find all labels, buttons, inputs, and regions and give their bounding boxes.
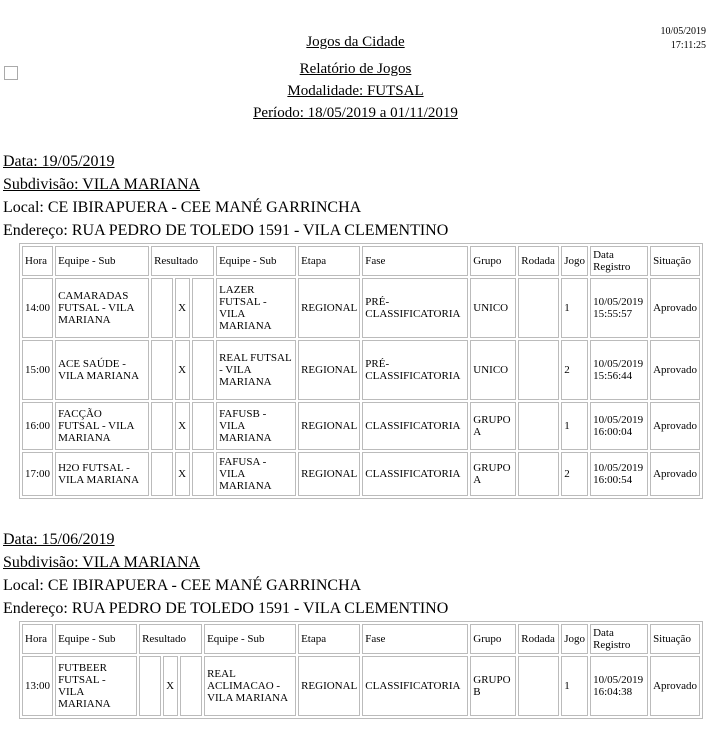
cell-equipe1: FACÇÃO FUTSAL - VILA MARIANA xyxy=(55,402,149,450)
col-grupo: Grupo xyxy=(470,246,516,276)
cell-jogo: 2 xyxy=(561,340,588,400)
col-situacao: Situação xyxy=(650,246,700,276)
cell-registro: 10/05/2019 15:55:57 xyxy=(590,278,648,338)
table-header-row xyxy=(22,624,700,654)
cell-score1 xyxy=(151,340,173,400)
col-resultado: Resultado xyxy=(139,624,202,654)
cell-grupo: UNICO xyxy=(470,340,516,400)
cell-etapa: REGIONAL xyxy=(298,340,360,400)
cell-equipe2: LAZER FUTSAL - VILA MARIANA xyxy=(216,278,296,338)
col-fase: Fase xyxy=(362,246,468,276)
cell-hora: 17:00 xyxy=(22,452,53,496)
cell-rodada xyxy=(518,340,559,400)
cell-registro: 10/05/2019 15:56:44 xyxy=(590,340,648,400)
col-registro: Data Registro xyxy=(590,624,648,654)
cell-grupo: GRUPO B xyxy=(470,656,516,716)
col-situacao: Situação xyxy=(650,624,700,654)
cell-score1 xyxy=(151,278,173,338)
report-subtitle: Relatório de Jogos xyxy=(299,61,412,77)
table-row xyxy=(22,340,700,400)
cell-score2 xyxy=(192,402,214,450)
cell-hora: 16:00 xyxy=(22,402,53,450)
cell-situacao: Aprovado xyxy=(650,452,700,496)
cell-fase: CLASSIFICATORIA xyxy=(362,452,468,496)
cell-etapa: REGIONAL xyxy=(298,452,360,496)
cell-equipe2: FAFUSA - VILA MARIANA xyxy=(216,452,296,496)
col-rodada: Rodada xyxy=(518,246,559,276)
cell-equipe2: FAFUSB - VILA MARIANA xyxy=(216,402,296,450)
cell-x: X xyxy=(175,340,190,400)
section-local: Local: CE IBIRAPUERA - CEE MANÉ GARRINCHA xyxy=(3,199,362,216)
section-address: Endereço: RUA PEDRO DE TOLEDO 1591 - VILA CLEMENTINO xyxy=(3,600,449,617)
report-title: Jogos da Cidade xyxy=(306,34,405,50)
day-section xyxy=(3,528,708,719)
table-row xyxy=(22,656,700,716)
cell-hora: 13:00 xyxy=(22,656,53,716)
cell-score1 xyxy=(139,656,161,716)
cell-score1 xyxy=(151,402,173,450)
report-header xyxy=(0,31,711,124)
cell-grupo: UNICO xyxy=(470,278,516,338)
cell-score1 xyxy=(151,452,173,496)
col-equipe2: Equipe - Sub xyxy=(216,246,296,276)
cell-etapa: REGIONAL xyxy=(298,278,360,338)
day-section xyxy=(3,150,708,499)
section-address: Endereço: RUA PEDRO DE TOLEDO 1591 - VILA CLEMENTINO xyxy=(3,222,449,239)
cell-grupo: GRUPO A xyxy=(470,452,516,496)
cell-situacao: Aprovado xyxy=(650,402,700,450)
cell-rodada xyxy=(518,656,559,716)
col-etapa: Etapa xyxy=(298,246,360,276)
games-table xyxy=(19,621,703,719)
cell-equipe1: FUTBEER FUTSAL - VILA MARIANA xyxy=(55,656,137,716)
print-time: 17:11:25 xyxy=(670,40,706,51)
cell-rodada xyxy=(518,452,559,496)
section-subdivision: Subdivisão: VILA MARIANA xyxy=(3,554,201,571)
cell-rodada xyxy=(518,278,559,338)
cell-equipe2: REAL FUTSAL - VILA MARIANA xyxy=(216,340,296,400)
cell-fase: PRÉ-CLASSIFICATORIA xyxy=(362,340,468,400)
col-equipe2: Equipe - Sub xyxy=(204,624,296,654)
cell-registro: 10/05/2019 16:04:38 xyxy=(590,656,648,716)
table-header-row xyxy=(22,246,700,276)
cell-score2 xyxy=(180,656,202,716)
col-fase: Fase xyxy=(362,624,468,654)
cell-registro: 10/05/2019 16:00:04 xyxy=(590,402,648,450)
col-registro: Data Registro xyxy=(590,246,648,276)
cell-situacao: Aprovado xyxy=(650,656,700,716)
col-jogo: Jogo xyxy=(561,624,588,654)
report-period: Período: 18/05/2019 a 01/11/2019 xyxy=(253,105,458,121)
cell-jogo: 2 xyxy=(561,452,588,496)
table-row xyxy=(22,278,700,338)
col-etapa: Etapa xyxy=(298,624,360,654)
col-jogo: Jogo xyxy=(561,246,588,276)
cell-situacao: Aprovado xyxy=(650,340,700,400)
cell-equipe1: H2O FUTSAL - VILA MARIANA xyxy=(55,452,149,496)
cell-jogo: 1 xyxy=(561,278,588,338)
cell-etapa: REGIONAL xyxy=(298,656,360,716)
cell-registro: 10/05/2019 16:00:54 xyxy=(590,452,648,496)
cell-rodada xyxy=(518,402,559,450)
cell-score2 xyxy=(192,452,214,496)
col-rodada: Rodada xyxy=(518,624,559,654)
cell-equipe2: REAL ACLIMACAO - VILA MARIANA xyxy=(204,656,296,716)
col-hora: Hora xyxy=(22,246,53,276)
col-hora: Hora xyxy=(22,624,53,654)
col-equipe1: Equipe - Sub xyxy=(55,246,149,276)
cell-grupo: GRUPO A xyxy=(470,402,516,450)
cell-fase: CLASSIFICATORIA xyxy=(362,402,468,450)
col-equipe1: Equipe - Sub xyxy=(55,624,137,654)
games-table xyxy=(19,243,703,499)
cell-hora: 15:00 xyxy=(22,340,53,400)
cell-x: X xyxy=(175,278,190,338)
table-row xyxy=(22,452,700,496)
cell-x: X xyxy=(175,402,190,450)
table-row xyxy=(22,402,700,450)
cell-equipe1: ACE SAÚDE - VILA MARIANA xyxy=(55,340,149,400)
cell-situacao: Aprovado xyxy=(650,278,700,338)
cell-x: X xyxy=(163,656,178,716)
cell-score2 xyxy=(192,278,214,338)
cell-etapa: REGIONAL xyxy=(298,402,360,450)
cell-equipe1: CAMARADAS FUTSAL - VILA MARIANA xyxy=(55,278,149,338)
cell-fase: PRÉ-CLASSIFICATORIA xyxy=(362,278,468,338)
section-local: Local: CE IBIRAPUERA - CEE MANÉ GARRINCHA xyxy=(3,577,362,594)
section-date: Data: 15/06/2019 xyxy=(3,531,115,548)
cell-jogo: 1 xyxy=(561,656,588,716)
section-subdivision: Subdivisão: VILA MARIANA xyxy=(3,176,201,193)
report-modality: Modalidade: FUTSAL xyxy=(287,83,424,99)
cell-fase: CLASSIFICATORIA xyxy=(362,656,468,716)
cell-hora: 14:00 xyxy=(22,278,53,338)
print-date: 10/05/2019 xyxy=(660,26,706,37)
col-resultado: Resultado xyxy=(151,246,214,276)
section-date: Data: 19/05/2019 xyxy=(3,153,115,170)
cell-x: X xyxy=(175,452,190,496)
cell-jogo: 1 xyxy=(561,402,588,450)
cell-score2 xyxy=(192,340,214,400)
col-grupo: Grupo xyxy=(470,624,516,654)
